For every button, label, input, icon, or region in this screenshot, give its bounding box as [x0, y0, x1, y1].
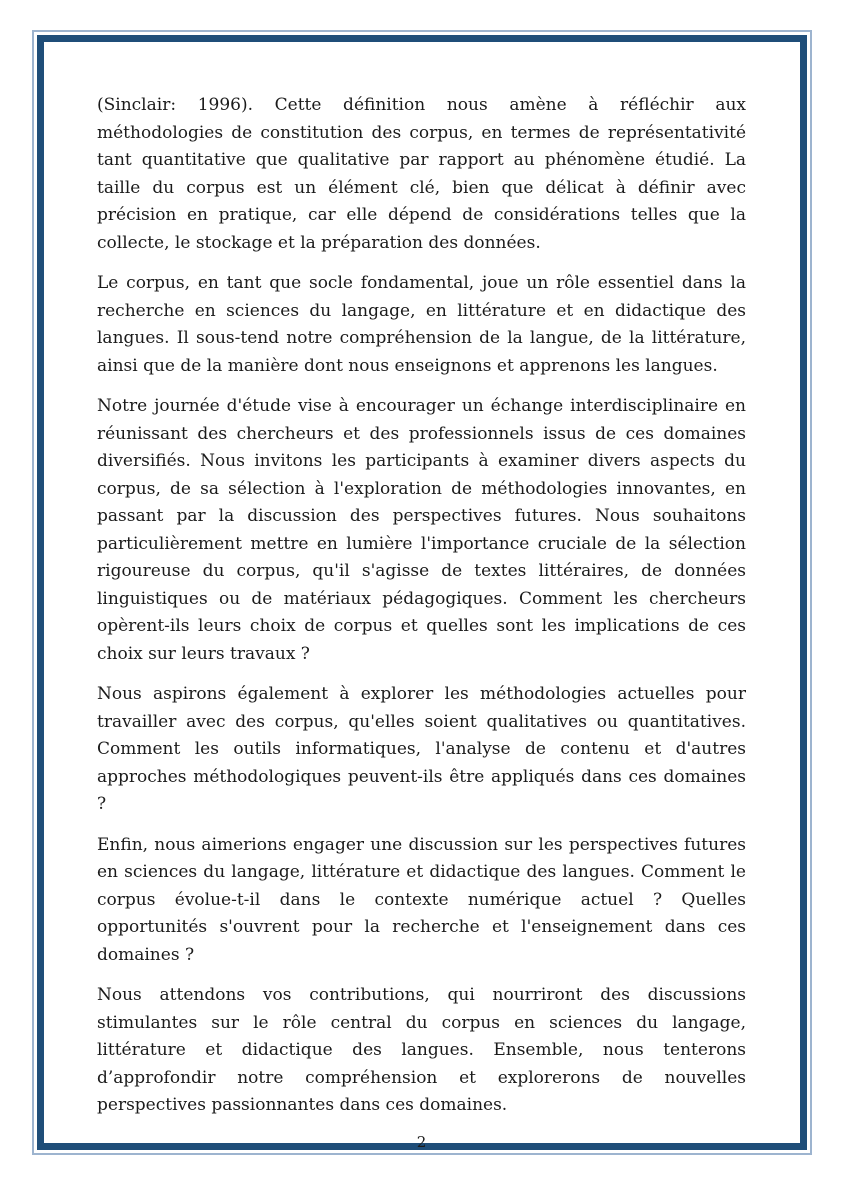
paragraph: Nous attendons vos contributions, qui nourriront des discussions stimulantes sur le rôle central du corpus en sciences du langage, littérature et didactique des langues. Ensemble, nous tenterons d’approfondir notre compréhension et explorerons de nouvelles perspectives passionnantes dans ces domaines. — [97, 985, 746, 1115]
paragraph: Le corpus, en tant que socle fondamental, joue un rôle essentiel dans la recherche en sciences du langage, en littérature et en didactique des langues. Il sous-tend notre compréhension de la langue, de la littérature, ainsi que de la manière dont nous enseignons et apprenons les langues. — [97, 273, 746, 376]
page-border-inner — [37, 35, 807, 1150]
paragraph: Notre journée d'étude vise à encourager un échange interdisciplinaire en réunissant des chercheurs et des professionnels issus de ces domaines diversifiés. Nous invitons les participants à examiner divers aspects du corpus, de sa sélection à l'exploration de méthodologies innovantes, en passant par la discussion des perspectives futures. Nous souhaitons particulièrement mettre en lumière l'importance cruciale de la sélection rigoureuse du corpus, qu'il s'agisse de textes littéraires, de données linguistiques ou de matériaux pédagogiques. Comment les chercheurs opèrent-ils leurs choix de corpus et quelles sont les implications de ces choix sur leurs travaux ? — [97, 396, 746, 664]
paragraph: Nous aspirons également à explorer les méthodologies actuelles pour travailler avec des corpus, qu'elles soient qualitatives ou quantitatives. Comment les outils informatiques, l'analyse de contenu et d'autres approches méthodologiques peuvent-ils être appliqués dans ces domaines ? — [97, 684, 746, 814]
paragraph: Enfin, nous aimerions engager une discussion sur les perspectives futures en sciences du langage, littérature et didactique des langues. Comment le corpus évolue-t-il dans le contexte numérique actuel ? Quelles opportunités s'ouvrent pour la recherche et l'enseignement dans ces domaines ? — [97, 834, 746, 965]
document-content — [44, 42, 800, 1151]
paragraph: (Sinclair: 1996). Cette définition nous amène à réfléchir aux méthodologies de constitution des corpus, en termes de représentativité tant quantitative que qualitative par rapport au phénomène étudié. La taille du corpus est un élément clé, bien que délicat à définir avec précision en pratique, car elle dépend de considérations telles que la collecte, le stockage et la préparation des données. — [97, 95, 746, 253]
page-number: 2 — [416, 1132, 427, 1151]
page-border-outer — [32, 30, 812, 1155]
